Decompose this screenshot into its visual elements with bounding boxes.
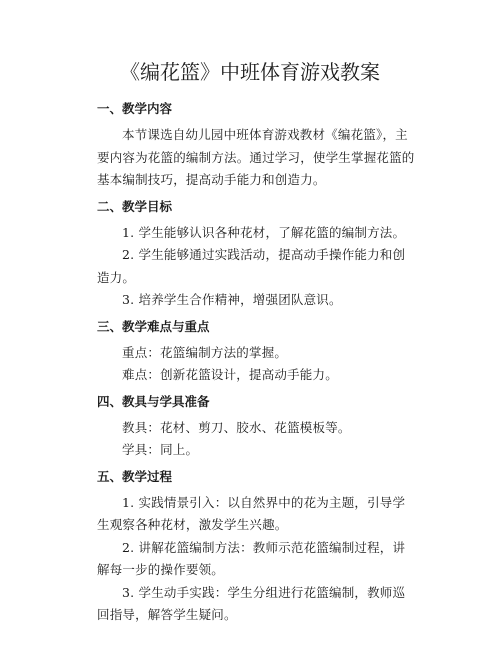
section-objectives — [97, 198, 416, 312]
list-item: 3. 培养学生合作精神，增强团队意识。 — [122, 292, 342, 307]
section-heading: 二、教学目标 — [97, 198, 173, 214]
section-heading: 一、教学内容 — [97, 101, 173, 116]
paragraph: 本节课选自幼儿园中班体育游戏教材《编花篮》，主要内容为花篮的编制方法。通过学习，使学生掌握花篮的基本编制技巧，提高动手能力和创造力。 — [97, 127, 415, 187]
section-process — [97, 468, 416, 627]
list-item: 1. 学生能够认识各种花材，了解花篮的编制方法。 — [122, 224, 406, 240]
section-heading: 五、教学过程 — [97, 468, 173, 484]
section-heading: 四、教具与学具准备 — [97, 393, 210, 409]
section-heading: 三、教学难点与重点 — [97, 318, 210, 334]
section-key-points — [97, 318, 416, 387]
section-materials — [97, 393, 416, 462]
document-title: 《编花篮》中班体育游戏教案 — [120, 60, 380, 84]
list-item: 重点：花篮编制方法的掌握。 — [122, 344, 288, 360]
list-item: 3. 学生动手实践：学生分组进行花篮编制，教师巡回指导，解答学生疑问。 — [97, 584, 406, 622]
list-item: 2. 学生能够通过实践活动，提高动手操作能力和创造力。 — [97, 247, 406, 285]
list-item: 难点：创新花篮设计，提高动手能力。 — [122, 367, 338, 382]
section-content — [97, 100, 416, 192]
list-item: 2. 讲解花篮编制方法：教师示范花篮编制过程，讲解每一步的操作要领。 — [97, 539, 406, 577]
list-item: 学具：同上。 — [122, 442, 199, 457]
list-item: 1. 实践情景引入：以自然界中的花为主题，引导学生观察各种花材，激发学生兴趣。 — [97, 494, 406, 532]
list-item: 教具：花材、剪刀、胶水、花篮模板等。 — [122, 419, 351, 435]
